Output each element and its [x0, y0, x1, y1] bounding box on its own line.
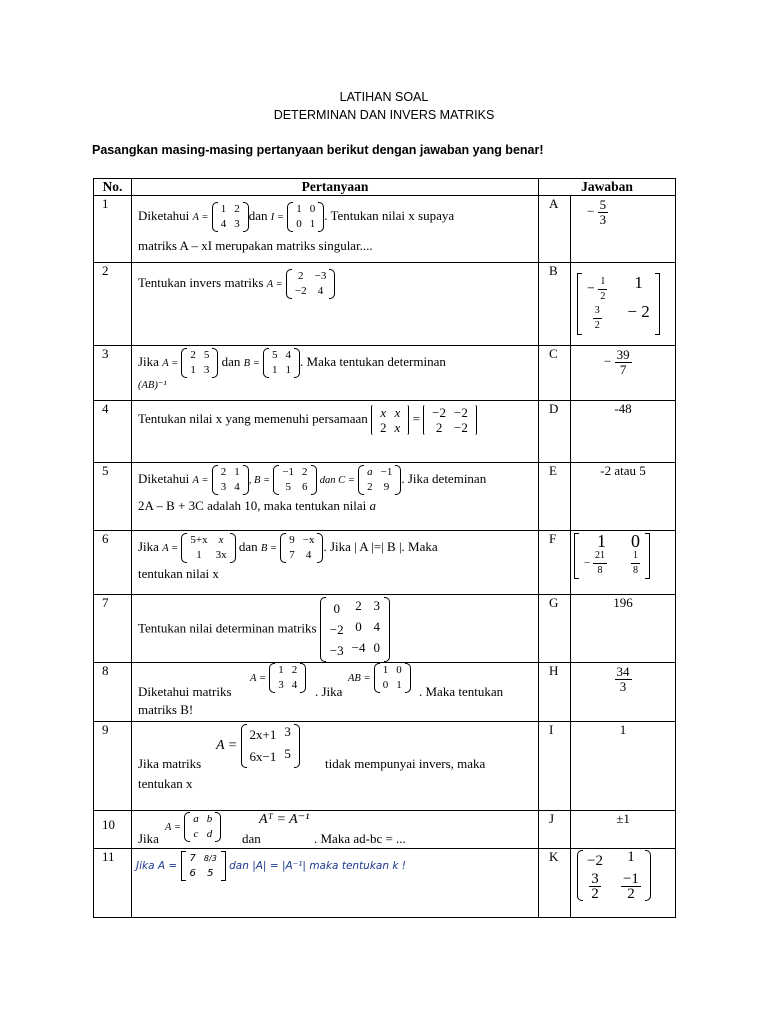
q5-matrix-b: −1 2 5 6 — [273, 465, 316, 495]
question-table — [93, 178, 676, 918]
q3-dan: dan — [221, 353, 241, 369]
q5-text-2: . Jika deteminan — [401, 470, 487, 486]
q10-equation: Aᵀ = A⁻¹ — [259, 812, 310, 827]
q7-matrix: 0 2 3 −2 0 4 −3 −4 0 — [320, 597, 390, 662]
table-row — [94, 849, 676, 918]
row-number: 5 — [94, 463, 132, 531]
table-row — [94, 463, 676, 531]
question-11 — [132, 849, 539, 918]
q2-matrix-a: 2 −3 −2 4 — [286, 269, 335, 299]
question-6 — [132, 531, 539, 595]
answer-f-matrix: 1 0 − $\frac{21}{8}$ $\frac{1}{8}$ — [574, 533, 650, 579]
answer-letter: I — [539, 722, 571, 811]
q10-label-a: A = — [165, 821, 181, 833]
row-number: 6 — [94, 531, 132, 595]
answer-k — [571, 849, 676, 918]
q6-text: Jika — [138, 538, 159, 554]
q11-text: Jika A = — [136, 860, 178, 872]
table-row — [94, 531, 676, 595]
q4-text: Tentukan nilai x yang memenuhi persamaan — [138, 410, 368, 426]
answer-letter: D — [539, 401, 571, 463]
row-number: 3 — [94, 346, 132, 401]
answer-g — [571, 595, 676, 663]
answer-b-matrix: − $\frac{1}{2}$ 1 $\frac{3}{2}$ − 2 — [577, 273, 660, 335]
header-answer: Jawaban — [539, 179, 676, 196]
question-3 — [132, 346, 539, 401]
q9-matrix-a: 2x+1 3 6x−1 5 — [241, 724, 300, 768]
q7-text: Tentukan nilai determinan matriks — [138, 620, 317, 636]
q8-matrix-ab: 1 0 0 1 — [374, 663, 411, 693]
q11-text-3: maka tentukan k ! — [309, 860, 406, 872]
q5-label-c: dan C = — [319, 474, 355, 486]
q11-matrix-a: 7 8/3 6 5 — [181, 851, 226, 881]
table-row — [94, 663, 676, 722]
q3-text-3: (AB)⁻¹ — [138, 380, 167, 391]
q6-matrix-b: 9 −x 7 4 — [280, 533, 323, 563]
row-number: 4 — [94, 401, 132, 463]
q10-text-3: . Maka ad-bc = ... — [314, 831, 406, 846]
q8-text: Diketahui matriks — [138, 684, 232, 699]
row-number: 10 — [94, 811, 132, 849]
answer-j-value: ±1 — [616, 811, 630, 826]
q6-text-2: . Jika | A |=| B |. Maka — [323, 538, 438, 554]
q1-text-3: matriks A – xI merupakan matriks singular.... — [138, 238, 373, 253]
question-5 — [132, 463, 539, 531]
q5-text: Diketahui — [138, 470, 190, 486]
instruction-text: Pasangkan masing-masing pertanyaan berikut dengan jawaban yang benar! — [92, 143, 544, 157]
answer-h — [571, 663, 676, 722]
answer-g-value: 196 — [613, 595, 633, 610]
q8-label-a: A = — [250, 672, 266, 684]
answer-a-fraction: $\frac{5}{3}$ — [599, 197, 607, 227]
q2-label-a: A = — [266, 278, 283, 290]
q9-text-3: tentukan x — [138, 776, 193, 791]
table-row — [94, 595, 676, 663]
table-row — [94, 401, 676, 463]
q1-text: Diketahui — [138, 207, 190, 223]
q8-text-2: . Jika — [315, 684, 343, 699]
q4-equals: = — [412, 410, 420, 426]
question-8 — [132, 663, 539, 722]
answer-a-sign: − — [587, 203, 595, 219]
answer-k-matrix: −2 1 $\frac{3}{2}$ $\frac{-1}{2}$ — [577, 850, 651, 901]
answer-letter: E — [539, 463, 571, 531]
q3-matrix-a: 2 5 1 3 — [181, 348, 218, 378]
q3-label-b: B = — [243, 357, 260, 369]
q8-text-4: matriks B! — [138, 702, 194, 717]
row-number: 2 — [94, 263, 132, 346]
answer-c — [571, 346, 676, 401]
answer-letter: G — [539, 595, 571, 663]
q5-text-3: 2A – B + 3C adalah 10, maka tentukan nilai — [138, 498, 367, 513]
q10-matrix-a: a b c d — [184, 812, 221, 842]
q5-label-a: A = — [192, 474, 209, 486]
answer-e-value: -2 atau 5 — [600, 463, 646, 478]
q5-label-b: , B = — [248, 474, 271, 486]
q6-matrix-a: 5+x x 1 3x — [181, 533, 235, 563]
q8-matrix-a: 1 2 3 4 — [269, 663, 306, 693]
answer-c-fraction: $\frac{39}{7}$ — [616, 347, 630, 377]
answer-letter: J — [539, 811, 571, 849]
answer-j — [571, 811, 676, 849]
q11-text-2: dan |A| = |A⁻¹| — [229, 860, 306, 872]
page-subtitle: DETERMINAN DAN INVERS MATRIKS — [273, 108, 495, 122]
q6-dan: dan — [238, 538, 258, 554]
header-no: No. — [94, 179, 132, 196]
question-1 — [132, 196, 539, 263]
q3-text: Jika — [138, 353, 159, 369]
q1-dan: dan — [248, 207, 268, 223]
answer-letter: A — [539, 196, 571, 263]
q3-label-a: A = — [162, 357, 179, 369]
q1-matrix-i: 1 0 0 1 — [287, 202, 324, 232]
table-row — [94, 346, 676, 401]
q2-text: Tentukan invers matriks — [138, 274, 264, 290]
answer-i — [571, 722, 676, 811]
q10-text: Jika — [138, 831, 159, 846]
answer-d-value: -48 — [614, 401, 632, 416]
row-number: 8 — [94, 663, 132, 722]
row-number: 1 — [94, 196, 132, 263]
answer-e — [571, 463, 676, 531]
table-row — [94, 811, 676, 849]
question-9 — [132, 722, 539, 811]
q5-matrix-a: 2 1 3 4 — [212, 465, 249, 495]
q9-text: Jika matriks — [138, 756, 202, 771]
answer-a — [571, 196, 676, 263]
answer-letter: C — [539, 346, 571, 401]
q5-matrix-c: a −1 2 9 — [358, 465, 401, 495]
q6-label-b: B = — [260, 542, 278, 554]
q4-determinant-left: x x 2 x — [371, 405, 409, 435]
page-title: LATIHAN SOAL — [339, 90, 429, 104]
q3-text-2: . Maka tentukan determinan — [300, 353, 446, 369]
answer-f — [571, 531, 676, 595]
q9-text-2: tidak mempunyai invers, maka — [325, 756, 486, 771]
q1-matrix-a: 1 2 4 3 — [212, 202, 249, 232]
table-header-row — [94, 179, 676, 196]
row-number: 9 — [94, 722, 132, 811]
q5-variable: a — [369, 498, 377, 513]
answer-letter: F — [539, 531, 571, 595]
q6-text-3: tentukan nilai x — [138, 566, 219, 581]
header-question: Pertanyaan — [132, 179, 539, 196]
q9-label-a: A = — [216, 737, 238, 753]
q8-text-3: . Maka tentukan — [419, 684, 504, 699]
answer-letter: H — [539, 663, 571, 722]
row-number: 7 — [94, 595, 132, 663]
table-row — [94, 722, 676, 811]
q3-matrix-b: 5 4 1 1 — [263, 348, 300, 378]
answer-d — [571, 401, 676, 463]
answer-b — [571, 263, 676, 346]
question-2 — [132, 263, 539, 346]
answer-h-fraction: $\frac{34}{3}$ — [616, 664, 630, 694]
row-number: 11 — [94, 849, 132, 918]
q6-label-a: A = — [162, 542, 179, 554]
answer-letter: B — [539, 263, 571, 346]
q8-label-ab: AB = — [348, 672, 371, 684]
q1-text-2: . Tentukan nilai x supaya — [324, 207, 455, 223]
table-row — [94, 196, 676, 263]
question-4 — [132, 401, 539, 463]
question-7 — [132, 595, 539, 663]
table-row — [94, 263, 676, 346]
q1-label-i: I = — [270, 211, 284, 223]
q4-determinant-right: −2 −2 2 −2 — [423, 405, 477, 435]
question-10 — [132, 811, 539, 849]
q1-label-a: A = — [192, 211, 209, 223]
answer-letter: K — [539, 849, 571, 918]
q10-text-2: dan — [242, 831, 261, 846]
answer-c-sign: − — [604, 353, 612, 369]
answer-i-value: 1 — [619, 722, 627, 737]
